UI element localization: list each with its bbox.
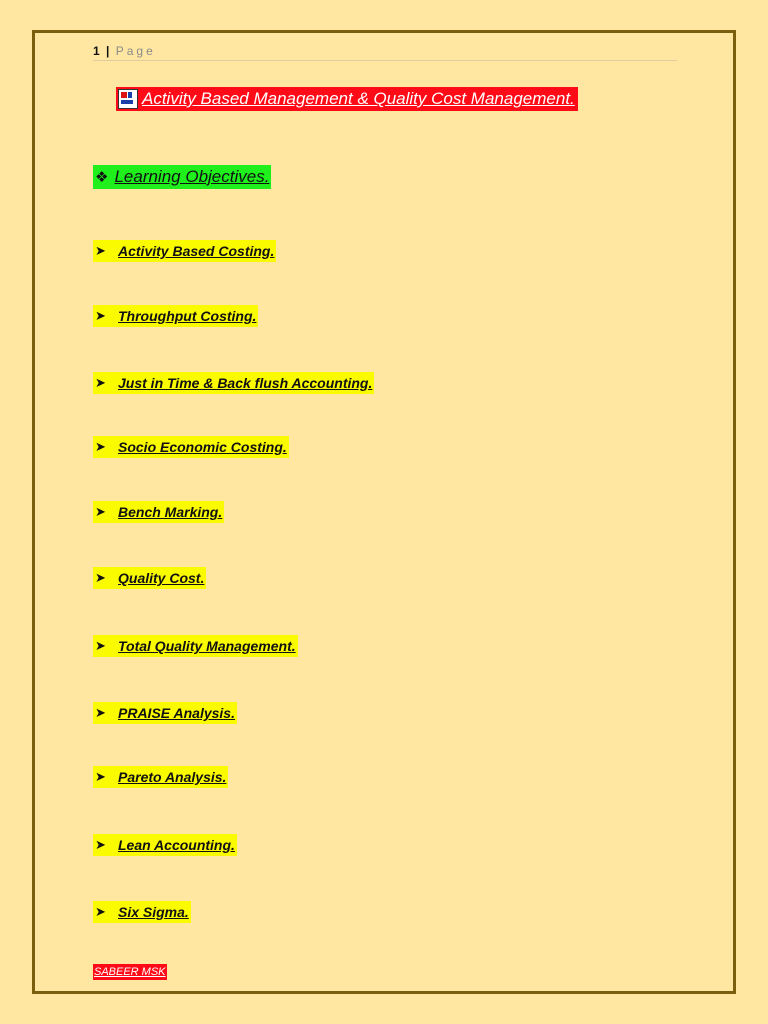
objective-item [93, 635, 298, 657]
arrow-bullet-icon: ➤ [95, 769, 106, 785]
arrow-bullet-icon: ➤ [95, 308, 106, 324]
learning-objectives-text: Learning Objectives. [114, 167, 270, 186]
objective-text: Quality Cost. [118, 570, 205, 586]
objective-text: Bench Marking. [118, 504, 223, 520]
objective-text: Total Quality Management. [118, 638, 296, 654]
arrow-bullet-icon: ➤ [95, 705, 106, 721]
objective-text: Socio Economic Costing. [118, 439, 287, 455]
objective-item [93, 901, 191, 923]
author-signature [93, 964, 167, 980]
page-separator: | [106, 44, 110, 58]
page-number: 1 [93, 44, 100, 58]
author-text: SABEER MSK [94, 966, 166, 978]
arrow-bullet-icon: ➤ [95, 570, 106, 586]
objective-item [93, 501, 224, 523]
objective-item [93, 567, 206, 589]
learning-objectives-heading [93, 165, 271, 189]
objective-text: Throughput Costing. [118, 308, 257, 324]
flag-icon [118, 89, 138, 109]
arrow-bullet-icon: ➤ [95, 837, 106, 853]
objective-item [93, 372, 374, 394]
arrow-bullet-icon: ➤ [95, 504, 106, 520]
document-title [116, 87, 578, 111]
objective-item [93, 436, 289, 458]
page-word: Page [115, 44, 156, 58]
objective-text: PRAISE Analysis. [118, 705, 235, 721]
objective-text: Pareto Analysis. [118, 769, 227, 785]
arrow-bullet-icon: ➤ [95, 439, 106, 455]
arrow-bullet-icon: ➤ [95, 904, 106, 920]
arrow-bullet-icon: ➤ [95, 638, 106, 654]
arrow-bullet-icon: ➤ [95, 375, 106, 391]
objective-item [93, 240, 276, 262]
diamond-bullet-icon: ❖ [95, 168, 109, 186]
page-header [93, 42, 677, 61]
objective-text: Six Sigma. [118, 904, 189, 920]
objective-text: Just in Time & Back flush Accounting. [118, 375, 373, 391]
objective-item [93, 834, 237, 856]
arrow-bullet-icon: ➤ [95, 243, 106, 259]
objective-text: Lean Accounting. [118, 837, 235, 853]
objective-text: Activity Based Costing. [118, 243, 275, 259]
document-title-text: Activity Based Management & Quality Cost Management. [142, 89, 575, 108]
objective-item [93, 702, 237, 724]
objective-item [93, 766, 228, 788]
objective-item [93, 305, 258, 327]
